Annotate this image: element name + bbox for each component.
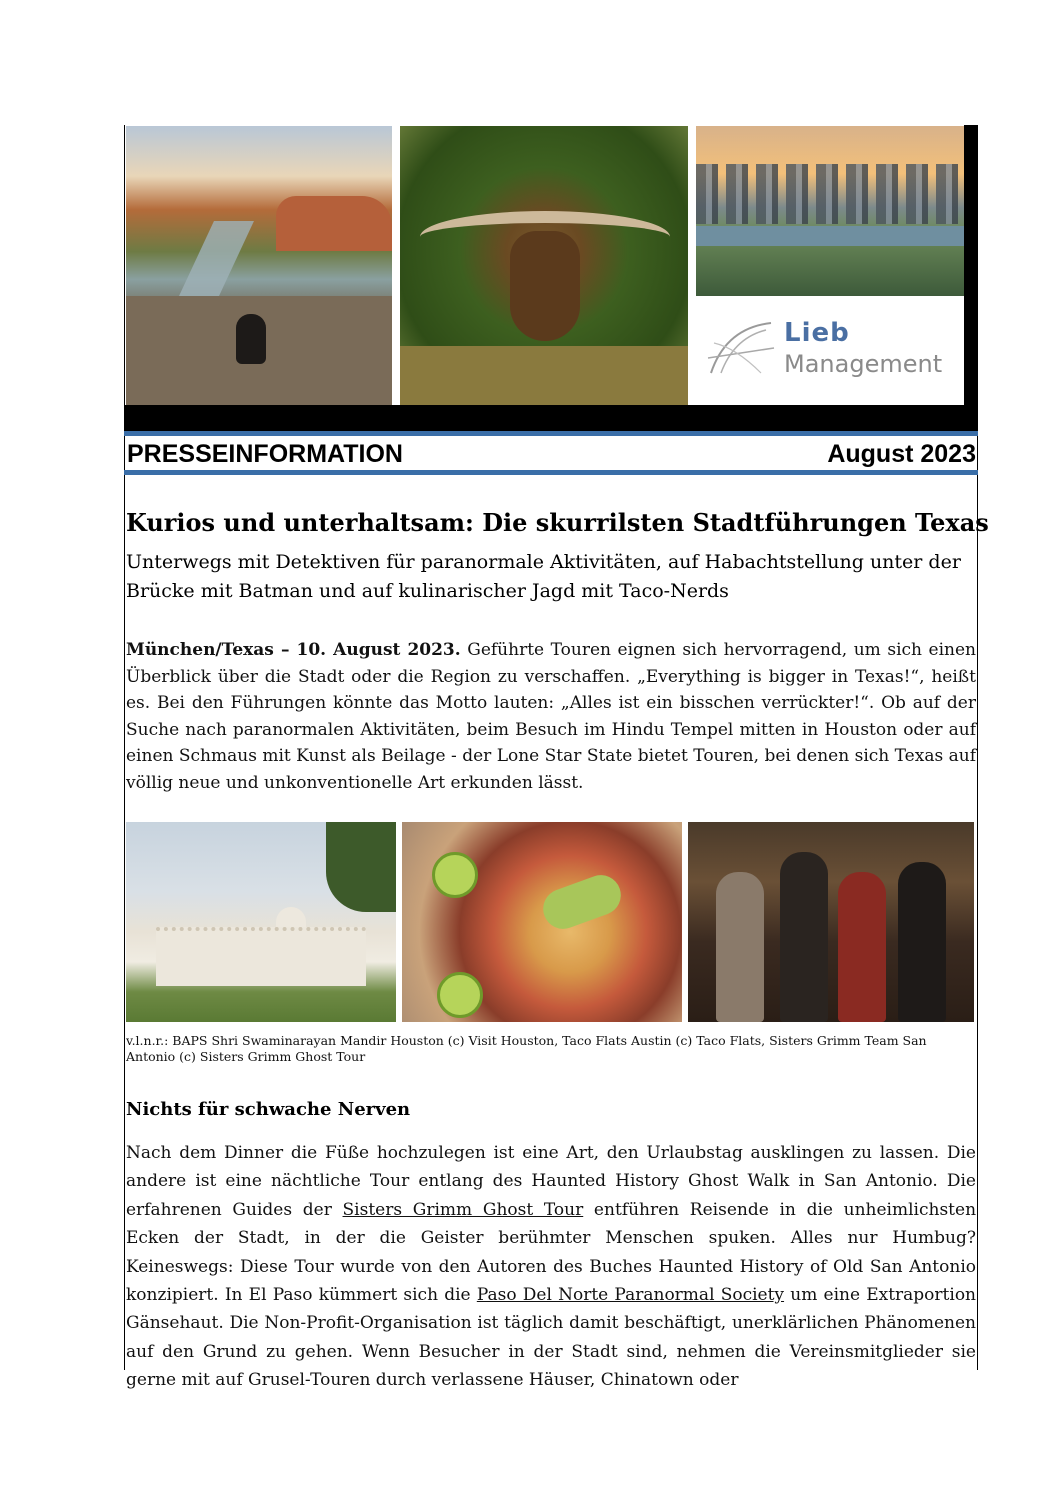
canyon-river-photo xyxy=(126,126,392,405)
person-silhouette xyxy=(236,314,266,364)
temple-building-shape xyxy=(156,927,366,986)
austin-skyline-photo xyxy=(696,126,964,296)
lime-shape xyxy=(437,972,483,1018)
intro-paragraph xyxy=(126,637,976,796)
link-sisters-grimm[interactable]: Sisters Grimm Ghost Tour xyxy=(342,1199,584,1220)
longhorn-head-shape xyxy=(510,231,580,341)
costumed-figure xyxy=(898,862,946,1022)
grass-shape xyxy=(400,346,688,405)
intro-text: Geführte Touren eignen sich hervorragend, um sich einen Überblick über die Stadt oder die Region zu verschaffen. „Everything is bigger in Texas!“, heißt es. Bei den Führungen könnte das Motto lauten: „Alles ist ein bisschen verrückter!“. Ob auf der Suche nach paranormalen Aktivitäten, beim Besuch im Hindu Tempel mitten in Houston oder auf einen Schmaus mit Kunst als Beilage - der Lone Star State bietet Touren, bei denen sich Texas auf völlig neue und unkonventionelle Art erkunden lässt. xyxy=(126,640,976,793)
sisters-grimm-photo xyxy=(688,822,974,1022)
logo-text-lieb: Lieb xyxy=(784,318,850,348)
lime-shape xyxy=(432,852,478,898)
costumed-figure xyxy=(838,872,886,1022)
longhorn-photo xyxy=(400,126,688,405)
press-date: August 2023 xyxy=(827,440,976,468)
page-border-left xyxy=(124,125,125,1370)
header-blue-rule-top xyxy=(124,431,978,436)
cliff-shape xyxy=(276,196,392,251)
taco-photo xyxy=(402,822,682,1022)
lake-shape xyxy=(696,226,964,246)
header-blue-rule-bottom xyxy=(124,470,978,475)
photo-caption: v.l.n.r.: BAPS Shri Swaminarayan Mandir Houston (c) Visit Houston, Taco Flats Austin (c) Taco Flats, Sisters Grimm Team San Antonio (c) Sisters Grimm Ghost Tour xyxy=(126,1033,927,1064)
logo-text-management: Management xyxy=(784,350,943,378)
press-information-label: PRESSEINFORMATION xyxy=(127,440,403,468)
section-text: um eine Extraportion Gänsehaut. Die Non-Profit-Organisation ist täglich damit beschäftigt, unerklärlichen Phänomenen auf den Grund zu gehen. Wenn Besucher in der Stadt sind, nehmen die Vereinsmitglieder sie gerne mit auf Grusel-Touren durch verlassene Häuser, Chinatown oder xyxy=(126,1285,977,1391)
costumed-figure xyxy=(716,872,764,1022)
avocado-shape xyxy=(538,870,627,935)
section-text: Nach dem Dinner die Füße hochzulegen ist eine Art, den Urlaubstag ausklingen zu lassen. Die andere ist eine nächtliche Tour entlang des Haunted History Ghost Walk in San Antonio. Die erfahrenen Guides der xyxy=(126,1143,976,1220)
temple-houston-photo xyxy=(126,822,396,1022)
section-text: entführen Reisende in die unheimlichsten Ecken der Stadt, in der die Geister berühmter Menschen spuken. Alles nur Humbug? Keineswegs: Diese Tour wurde von den Autoren des Buches Haunted History of Old San Antonio konzipiert. In El Paso kümmert sich die xyxy=(126,1199,977,1306)
section-heading: Nichts für schwache Nerven xyxy=(126,1099,411,1120)
link-paso-del-norte[interactable]: Paso Del Norte Paranormal Society xyxy=(476,1285,785,1306)
page-title: Kurios und unterhaltsam: Die skurrilsten Stadtführungen Texas xyxy=(126,508,989,537)
tree-shape xyxy=(326,822,396,912)
logo-globe-icon xyxy=(706,318,776,378)
lieb-management-logo xyxy=(696,300,964,405)
subheadline: Unterwegs mit Detektiven für paranormale Aktivitäten, auf Habachtstellung unter der Brücke mit Batman und auf kulinarischer Jagd mit Taco-Nerds xyxy=(126,551,961,602)
header-black-band xyxy=(124,405,978,431)
header-black-bar xyxy=(964,125,978,407)
intro-lead: München/Texas – 10. August 2023. xyxy=(126,640,461,660)
costumed-figure xyxy=(780,852,828,1022)
section-paragraph xyxy=(126,1139,976,1395)
skyline-shape xyxy=(696,164,964,224)
